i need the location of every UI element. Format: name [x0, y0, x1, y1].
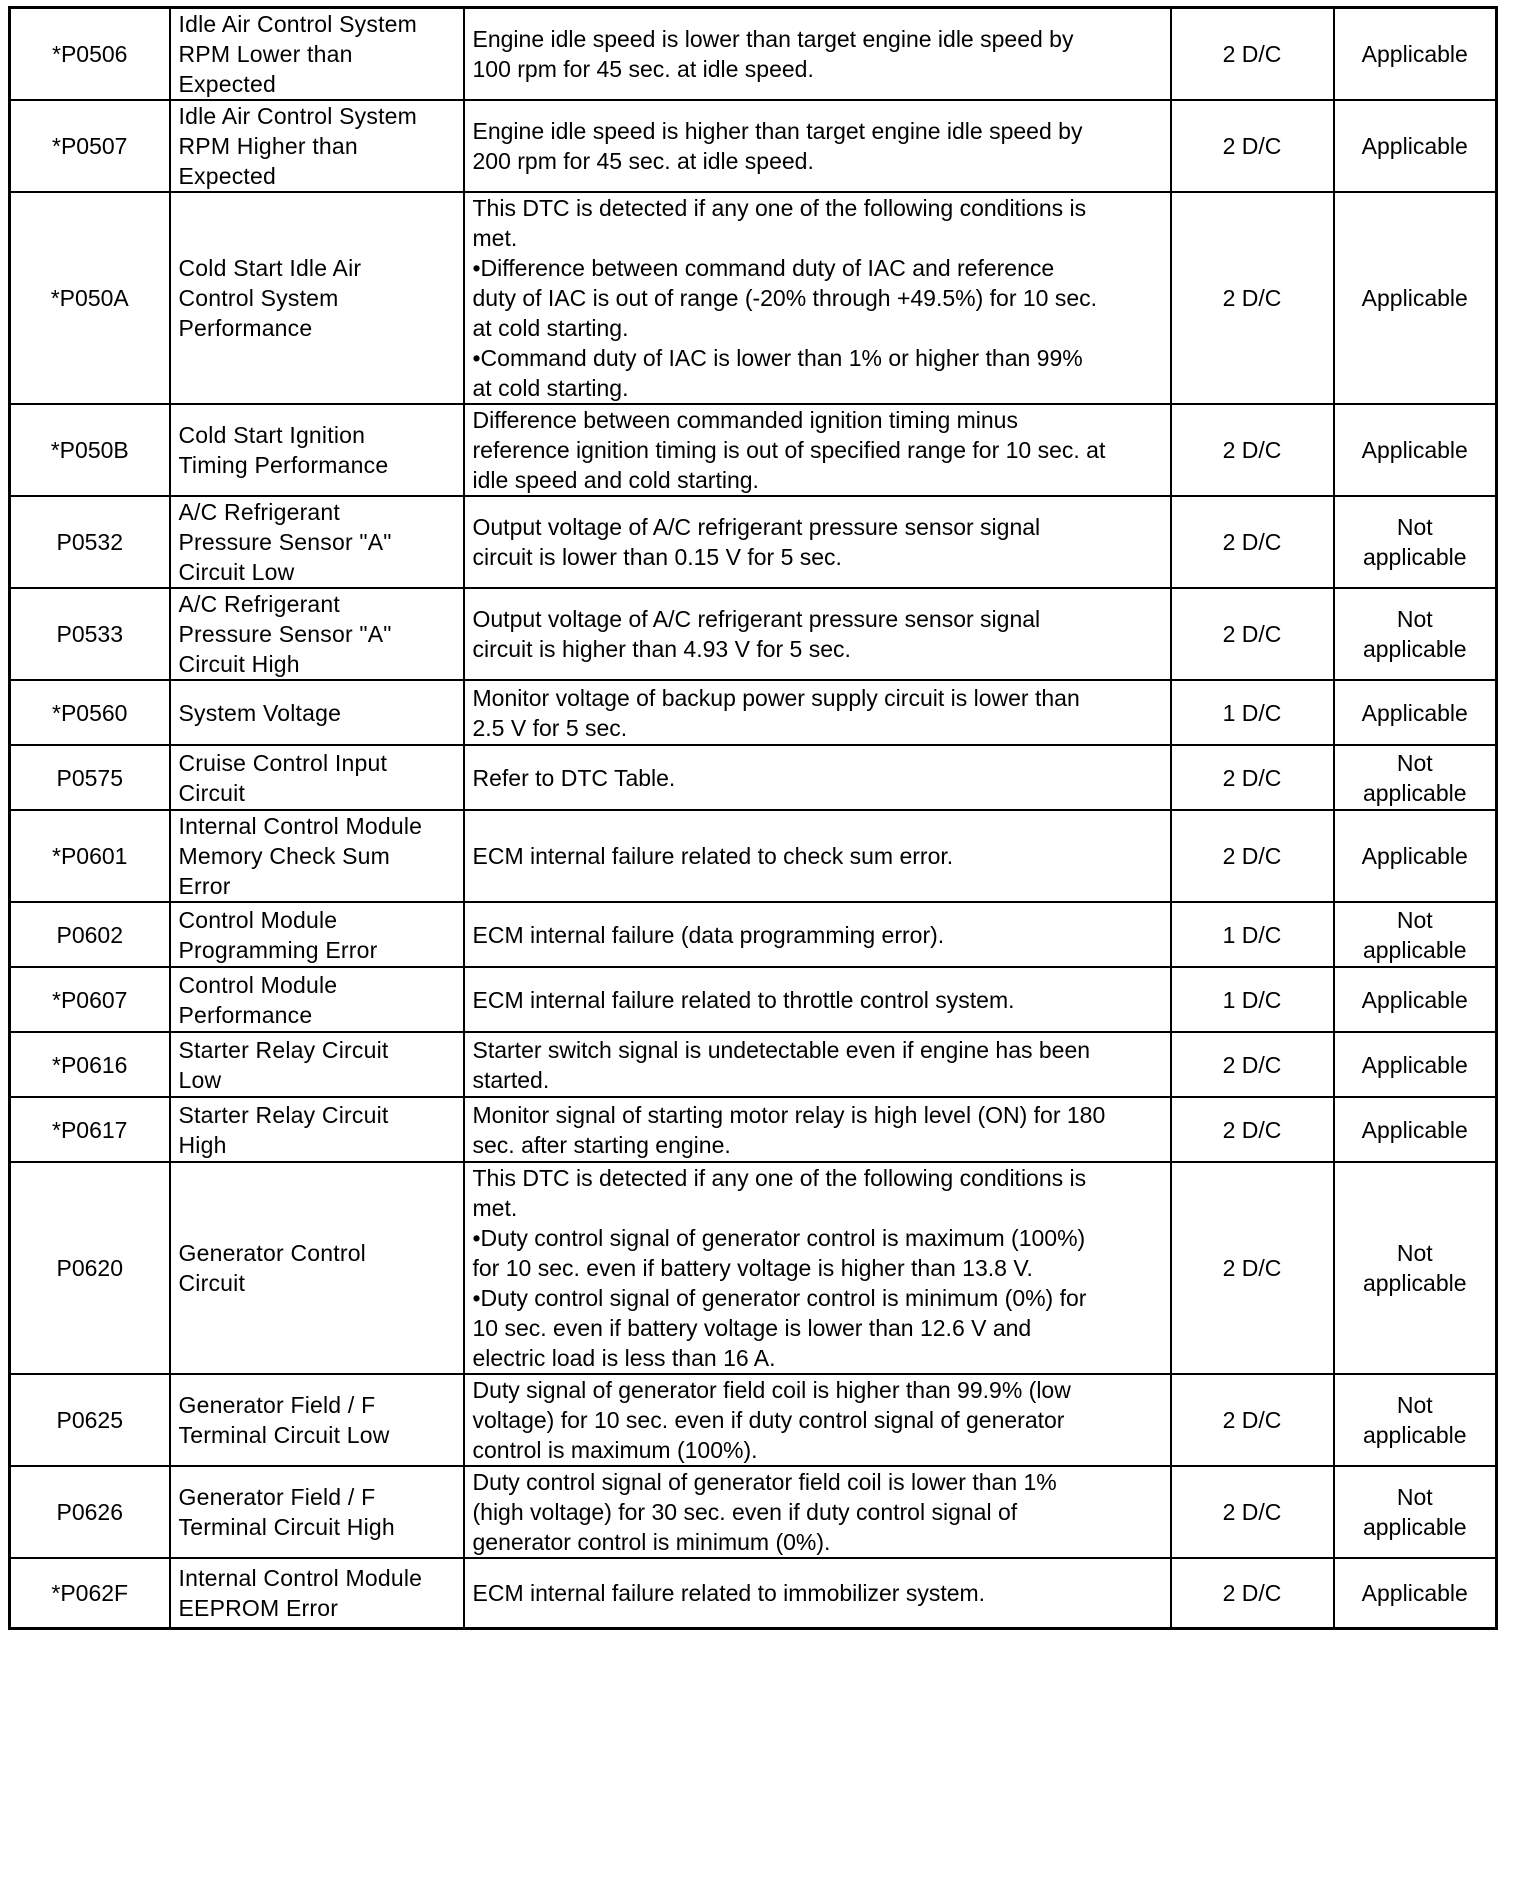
trip-logic: 2 D/C	[1171, 496, 1334, 588]
mil-status-line: applicable	[1362, 1422, 1467, 1448]
trip-logic: 2 D/C	[1171, 745, 1334, 810]
table-row	[10, 967, 1497, 1032]
mil-status-line: applicable	[1362, 544, 1467, 570]
detecting-condition-line: ECM internal failure (data programming error).	[472, 921, 945, 948]
table-row	[10, 100, 1497, 192]
detecting-condition	[464, 192, 1171, 404]
detecting-item-line: Pressure Sensor "A"	[178, 529, 392, 555]
detecting-condition	[464, 404, 1171, 496]
table-row	[10, 1466, 1497, 1558]
mil-status-line: Not	[1396, 514, 1433, 540]
mil-status-line: Applicable	[1361, 41, 1468, 67]
detecting-item-line: Expected	[178, 163, 276, 189]
detecting-condition-line: Duty control signal of generator field coil is lower than 1%	[472, 1469, 1057, 1495]
dtc-code: *P062F	[10, 1558, 170, 1628]
detecting-condition-line: Output voltage of A/C refrigerant pressure sensor signal	[472, 514, 1041, 540]
dtc-code: P0626	[10, 1466, 170, 1558]
trip-logic: 2 D/C	[1171, 192, 1334, 404]
mil-status	[1334, 745, 1497, 810]
detecting-item-line: Programming Error	[178, 936, 378, 963]
detecting-condition-line: This DTC is detected if any one of the following conditions is	[472, 1165, 1087, 1191]
dtc-code: *P0507	[10, 100, 170, 192]
dtc-code: P0602	[10, 902, 170, 967]
detecting-condition-line: circuit is higher than 4.93 V for 5 sec.	[472, 636, 851, 662]
detecting-item-line: System Voltage	[178, 699, 342, 726]
detecting-condition-line: met.	[472, 225, 518, 251]
detecting-item	[170, 680, 464, 745]
detecting-condition-line: (high voltage) for 30 sec. even if duty control signal of	[472, 1499, 1018, 1525]
detecting-condition-line: •Duty control signal of generator control is maximum (100%)	[472, 1225, 1086, 1251]
table-row	[10, 745, 1497, 810]
detecting-condition-line: generator control is minimum (0%).	[472, 1529, 831, 1555]
detecting-condition-line: electric load is less than 16 A.	[472, 1345, 776, 1371]
dtc-code: *P0560	[10, 680, 170, 745]
detecting-item-line: Cold Start Ignition	[178, 422, 366, 448]
trip-logic: 2 D/C	[1171, 1374, 1334, 1466]
detecting-condition-line: Engine idle speed is lower than target engine idle speed by	[472, 26, 1074, 52]
trip-logic: 2 D/C	[1171, 810, 1334, 902]
detecting-condition-line: •Command duty of IAC is lower than 1% or higher than 99%	[472, 345, 1083, 371]
trip-logic: 2 D/C	[1171, 1032, 1334, 1097]
trip-logic: 2 D/C	[1171, 404, 1334, 496]
detecting-condition-line: Output voltage of A/C refrigerant pressure sensor signal	[472, 606, 1041, 632]
detecting-item-line: Control Module	[178, 906, 338, 933]
dtc-code: *P0506	[10, 8, 170, 101]
detecting-condition-line: duty of IAC is out of range (-20% through +49.5%) for 10 sec.	[472, 285, 1098, 311]
detecting-condition-line: idle speed and cold starting.	[472, 467, 759, 493]
trip-logic: 1 D/C	[1171, 967, 1334, 1032]
detecting-condition-line: voltage) for 10 sec. even if duty control signal of generator	[472, 1407, 1065, 1433]
detecting-item-line: Generator Field / F	[178, 1484, 376, 1510]
detecting-item-line: A/C Refrigerant	[178, 499, 341, 525]
detecting-item-line: Idle Air Control System	[178, 11, 418, 37]
detecting-condition	[464, 1558, 1171, 1628]
detecting-item	[170, 404, 464, 496]
detecting-item-line: Memory Check Sum	[178, 843, 391, 869]
detecting-condition-line: Monitor signal of starting motor relay is high level (ON) for 180	[472, 1101, 1106, 1128]
dtc-table	[8, 6, 1498, 1630]
detecting-condition-line: ECM internal failure related to check sum error.	[472, 843, 954, 869]
detecting-condition	[464, 745, 1171, 810]
detecting-condition-line: Refer to DTC Table.	[472, 764, 676, 791]
detecting-item-line: Pressure Sensor "A"	[178, 621, 392, 647]
detecting-condition-line: 10 sec. even if battery voltage is lower than 12.6 V and	[472, 1315, 1032, 1341]
detecting-condition-line: ECM internal failure related to throttle control system.	[472, 986, 1015, 1013]
detecting-item-line: EEPROM Error	[178, 1594, 339, 1621]
detecting-item-line: Expected	[178, 71, 276, 97]
dtc-code: *P050A	[10, 192, 170, 404]
detecting-condition-line: This DTC is detected if any one of the following conditions is	[472, 195, 1087, 221]
detecting-condition-line: met.	[472, 1195, 518, 1221]
detecting-condition	[464, 1097, 1171, 1162]
detecting-condition-line: Engine idle speed is higher than target engine idle speed by	[472, 118, 1083, 144]
detecting-condition-line: 100 rpm for 45 sec. at idle speed.	[472, 56, 814, 82]
detecting-item-line: Internal Control Module	[178, 813, 423, 839]
detecting-item	[170, 100, 464, 192]
dtc-code: *P0617	[10, 1097, 170, 1162]
detecting-item-line: Control Module	[178, 971, 338, 998]
detecting-condition-line: sec. after starting engine.	[472, 1131, 731, 1158]
detecting-condition	[464, 1162, 1171, 1374]
mil-status-line: applicable	[1362, 1270, 1467, 1296]
detecting-condition-line: Starter switch signal is undetectable even if engine has been	[472, 1036, 1091, 1063]
mil-status-line: Not	[1396, 1392, 1433, 1418]
trip-logic: 2 D/C	[1171, 1466, 1334, 1558]
dtc-code: P0532	[10, 496, 170, 588]
detecting-item-line: High	[178, 1131, 227, 1158]
detecting-item	[170, 1558, 464, 1628]
mil-status	[1334, 680, 1497, 745]
detecting-condition-line: Duty signal of generator field coil is higher than 99.9% (low	[472, 1377, 1071, 1403]
detecting-item-line: Starter Relay Circuit	[178, 1101, 389, 1128]
detecting-item	[170, 1162, 464, 1374]
detecting-condition-line: 2.5 V for 5 sec.	[472, 714, 628, 741]
detecting-item-line: Timing Performance	[178, 452, 389, 478]
trip-logic: 1 D/C	[1171, 680, 1334, 745]
detecting-item-line: Internal Control Module	[178, 1564, 423, 1591]
detecting-item-line: Low	[178, 1066, 222, 1093]
table-row	[10, 1097, 1497, 1162]
table-row	[10, 588, 1497, 680]
detecting-condition-line: for 10 sec. even if battery voltage is higher than 13.8 V.	[472, 1255, 1033, 1281]
detecting-item	[170, 496, 464, 588]
table-row	[10, 902, 1497, 967]
detecting-condition	[464, 588, 1171, 680]
detecting-condition	[464, 8, 1171, 101]
mil-status-line: applicable	[1362, 779, 1467, 806]
mil-status-line: Applicable	[1361, 1579, 1468, 1606]
mil-status-line: Not	[1396, 906, 1433, 933]
detecting-item-line: RPM Lower than	[178, 41, 353, 67]
table-row	[10, 192, 1497, 404]
mil-status-line: Applicable	[1361, 986, 1468, 1013]
mil-status-line: Applicable	[1361, 285, 1468, 311]
table-row	[10, 1162, 1497, 1374]
detecting-condition	[464, 1466, 1171, 1558]
mil-status	[1334, 192, 1497, 404]
detecting-item-line: Circuit High	[178, 651, 300, 677]
detecting-item-line: RPM Higher than	[178, 133, 358, 159]
mil-status-line: applicable	[1362, 1514, 1467, 1540]
detecting-item-line: Terminal Circuit High	[178, 1514, 395, 1540]
detecting-condition	[464, 967, 1171, 1032]
detecting-condition-line: 200 rpm for 45 sec. at idle speed.	[472, 148, 814, 174]
detecting-item-line: Generator Control	[178, 1240, 366, 1266]
detecting-condition	[464, 902, 1171, 967]
dtc-code: P0620	[10, 1162, 170, 1374]
detecting-item-line: Idle Air Control System	[178, 103, 418, 129]
mil-status-line: Applicable	[1361, 843, 1468, 869]
detecting-item	[170, 1374, 464, 1466]
trip-logic: 2 D/C	[1171, 1097, 1334, 1162]
mil-status	[1334, 1374, 1497, 1466]
mil-status	[1334, 496, 1497, 588]
detecting-item-line: Circuit	[178, 779, 246, 806]
dtc-code: *P0607	[10, 967, 170, 1032]
detecting-condition-line: Difference between commanded ignition timing minus	[472, 407, 1018, 433]
mil-status	[1334, 100, 1497, 192]
table-row	[10, 810, 1497, 902]
mil-status	[1334, 8, 1497, 101]
detecting-condition-line: •Duty control signal of generator control is minimum (0%) for	[472, 1285, 1087, 1311]
mil-status-line: Not	[1396, 606, 1433, 632]
detecting-condition-line: ECM internal failure related to immobilizer system.	[472, 1579, 986, 1606]
detecting-item-line: Starter Relay Circuit	[178, 1036, 389, 1063]
mil-status-line: Not	[1396, 1240, 1433, 1266]
mil-status-line: Applicable	[1361, 699, 1468, 726]
detecting-item	[170, 967, 464, 1032]
detecting-item	[170, 745, 464, 810]
detecting-condition	[464, 1374, 1171, 1466]
mil-status-line: Not	[1396, 749, 1433, 776]
mil-status-line: Applicable	[1361, 1051, 1468, 1078]
detecting-item	[170, 810, 464, 902]
mil-status	[1334, 967, 1497, 1032]
detecting-item-line: Terminal Circuit Low	[178, 1422, 390, 1448]
detecting-item	[170, 192, 464, 404]
mil-status	[1334, 1162, 1497, 1374]
detecting-item-line: Performance	[178, 1001, 313, 1028]
table-row	[10, 680, 1497, 745]
dtc-code: *P0616	[10, 1032, 170, 1097]
detecting-condition-line: at cold starting.	[472, 315, 629, 341]
mil-status	[1334, 902, 1497, 967]
mil-status	[1334, 1558, 1497, 1628]
dtc-code: *P050B	[10, 404, 170, 496]
detecting-item	[170, 1097, 464, 1162]
detecting-item	[170, 902, 464, 967]
mil-status	[1334, 810, 1497, 902]
table-row	[10, 1374, 1497, 1466]
mil-status-line: Applicable	[1361, 437, 1468, 463]
detecting-item-line: A/C Refrigerant	[178, 591, 341, 617]
detecting-item-line: Cold Start Idle Air	[178, 255, 362, 281]
detecting-condition-line: Monitor voltage of backup power supply circuit is lower than	[472, 684, 1080, 711]
table-row	[10, 404, 1497, 496]
detecting-condition-line: reference ignition timing is out of specified range for 10 sec. at	[472, 437, 1106, 463]
detecting-condition	[464, 810, 1171, 902]
dtc-code: P0625	[10, 1374, 170, 1466]
mil-status-line: Applicable	[1361, 1116, 1468, 1143]
trip-logic: 2 D/C	[1171, 1162, 1334, 1374]
detecting-condition	[464, 496, 1171, 588]
dtc-table-body	[10, 8, 1497, 1629]
mil-status	[1334, 1466, 1497, 1558]
trip-logic: 2 D/C	[1171, 100, 1334, 192]
trip-logic: 2 D/C	[1171, 588, 1334, 680]
mil-status	[1334, 588, 1497, 680]
mil-status-line: applicable	[1362, 636, 1467, 662]
detecting-item-line: Error	[178, 873, 231, 899]
mil-status	[1334, 404, 1497, 496]
mil-status-line: Applicable	[1361, 133, 1468, 159]
table-row	[10, 496, 1497, 588]
detecting-condition	[464, 100, 1171, 192]
detecting-condition-line: •Difference between command duty of IAC and reference	[472, 255, 1055, 281]
detecting-condition-line: at cold starting.	[472, 375, 629, 401]
detecting-item	[170, 8, 464, 101]
dtc-code: P0533	[10, 588, 170, 680]
mil-status	[1334, 1097, 1497, 1162]
detecting-condition-line: control is maximum (100%).	[472, 1437, 758, 1463]
dtc-code: *P0601	[10, 810, 170, 902]
table-row	[10, 8, 1497, 101]
detecting-item-line: Control System	[178, 285, 339, 311]
detecting-item	[170, 1466, 464, 1558]
detecting-item-line: Circuit	[178, 1270, 246, 1296]
detecting-item-line: Circuit Low	[178, 559, 295, 585]
detecting-condition	[464, 1032, 1171, 1097]
table-row	[10, 1032, 1497, 1097]
detecting-item-line: Cruise Control Input	[178, 749, 388, 776]
mil-status-line: Not	[1396, 1484, 1433, 1510]
detecting-condition-line: circuit is lower than 0.15 V for 5 sec.	[472, 544, 842, 570]
trip-logic: 2 D/C	[1171, 8, 1334, 101]
mil-status	[1334, 1032, 1497, 1097]
detecting-condition-line: started.	[472, 1066, 550, 1093]
detecting-item	[170, 1032, 464, 1097]
dtc-code: P0575	[10, 745, 170, 810]
trip-logic: 1 D/C	[1171, 902, 1334, 967]
detecting-item	[170, 588, 464, 680]
detecting-condition	[464, 680, 1171, 745]
trip-logic: 2 D/C	[1171, 1558, 1334, 1628]
table-row	[10, 1558, 1497, 1628]
detecting-item-line: Performance	[178, 315, 313, 341]
detecting-item-line: Generator Field / F	[178, 1392, 376, 1418]
mil-status-line: applicable	[1362, 936, 1467, 963]
